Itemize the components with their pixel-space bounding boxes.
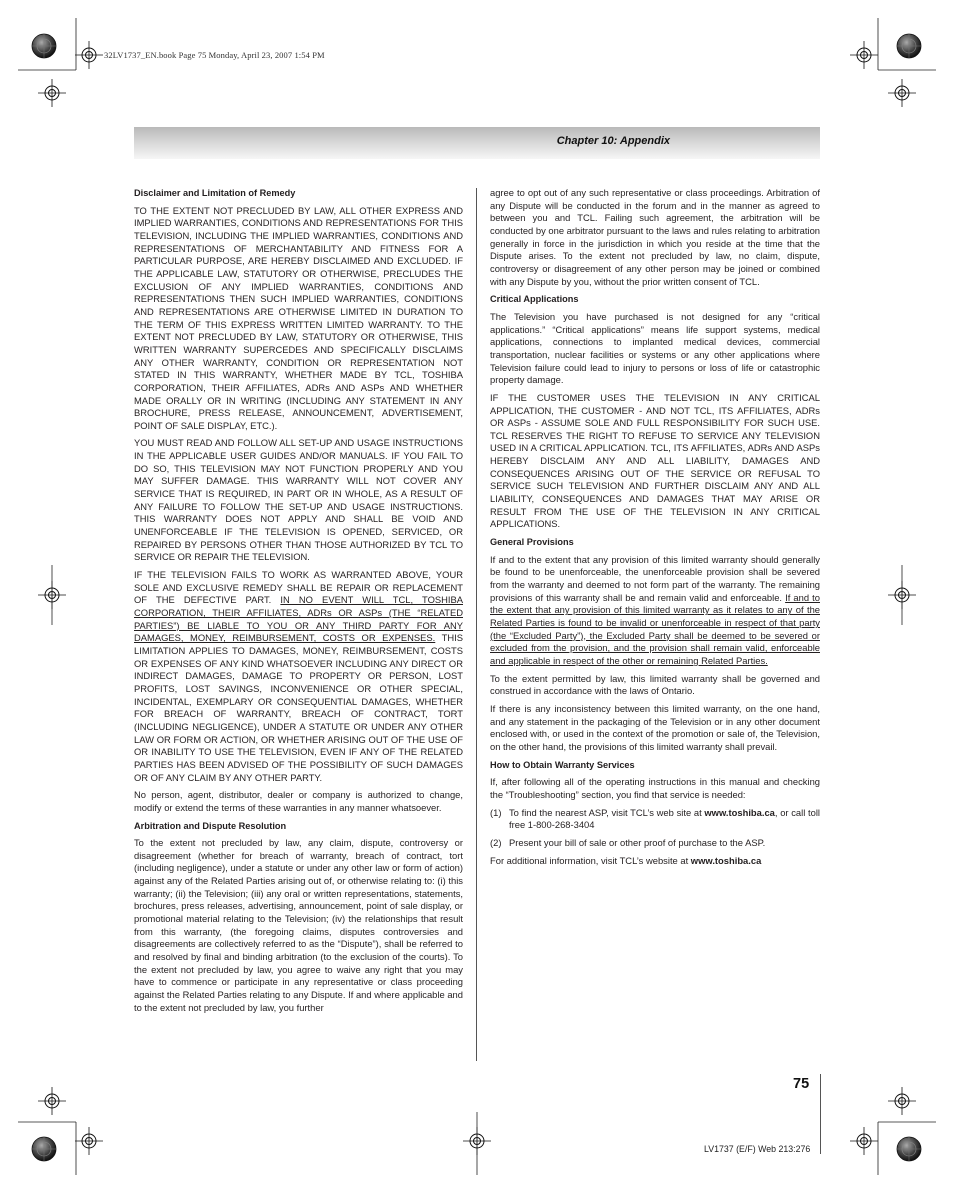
disclaimer-heading: Disclaimer and Limitation of Remedy (134, 188, 296, 198)
additional-info-text: For additional information, visit TCL’s website at (490, 854, 691, 866)
list-number: (1) (490, 806, 502, 818)
disclaimer-paragraph-3 (134, 569, 463, 784)
disclaimer-paragraph-4: No person, agent, distributor, dealer or company is authorized to change, modify or extend the terms of these warranties in any manner whatsoever. (134, 789, 463, 813)
related-parties-liability-clause: IN NO EVENT WILL TCL, TOSHIBA CORPORATION, THEIR AFFILIATES, ADRs OR ASPs (THE “RELATED PARTIES”) BE LIABLE TO YOU OR ANY THIRD PARTY FOR ANY DAMAGES, MONEY, REIMBURSEMENT, COSTS OR EXPENSES. (134, 594, 463, 644)
general-provisions-paragraph-1 (490, 554, 820, 668)
arbitration-heading: Arbitration and Dispute Resolution (134, 820, 287, 831)
warranty-services-list-item-2 (490, 837, 820, 850)
critical-applications-heading: Critical Applications (490, 294, 579, 305)
warranty-services-heading: How to Obtain Warranty Services (490, 759, 635, 770)
chapter-header-bar (134, 127, 820, 159)
warranty-services-list-item-1 (490, 807, 820, 832)
right-column (490, 187, 820, 872)
arbitration-paragraph-1: To the extent not precluded by law, any claim, dispute, controversy or disagreement (whether for breach of warranty, breach of contract, tort (including negligence), under a statute or under any other law or form of action) against any of the Related Parties arising out of, or otherwise relating to: (i) this warranty; (ii) the Television; (iii) any oral or written representations, statements, brochures, press releases, advertising, announcement, point of sale display, or promotional material relating to the Television; (iv) the relationships that result from this warranty, (the foregoing claims, disputes controversies and disagreements are collectively referred to as the “Dispute”), shall be referred to and resolved by final and binding arbitration (to the exclusion of the courts). To the extent not precluded by law, you agree to waive any right that you may have to commence or participate in any representative or class proceeding against the Related Parties relating to any Dispute. If and where applicable and to the extent not precluded by law, you further (134, 837, 463, 1013)
chapter-title: Chapter 10: Appendix (556, 135, 670, 147)
toshiba-website-link[interactable]: www.toshiba.ca (690, 854, 762, 866)
disclaimer-paragraph-2: YOU MUST READ AND FOLLOW ALL SET-UP AND USAGE INSTRUCTIONS IN THE APPLICABLE USER GUIDES AND/OR MANUALS. IF YOU FAIL TO DO SO, THIS TELEVISION MAY NOT FUNCTION PROPERLY AND YOU MAY SUFFER DAMAGE. THIS WARRANTY WILL NOT COVER ANY SERVICE THAT IS REQUIRED, IN PART OR IN WHOLE, AS A RESULT OF ANY FAILURE TO FOLLOW THE SET-UP AND USAGE INSTRUCTIONS. THIS WARRANTY DOES NOT APPLY AND SHALL BE VOID AND UNENFORCEABLE IF THE TELEVISION IS OPENED, SERVICED, OR REPAIRED BY PERSONS OTHER THAN THOSE AUTHORIZED BY TCL TO SERVICE OR REPAIR THE TELEVISION. (134, 437, 463, 563)
warranty-services-paragraph-1: If, after following all of the operating instructions in this manual and checking the “Troubleshooting” section, you find that service is needed: (490, 776, 820, 800)
disclaimer-paragraph-1: TO THE EXTENT NOT PRECLUDED BY LAW, ALL OTHER EXPRESS AND IMPLIED WARRANTIES, CONDITIONS AND REPRESENTATIONS FOR THIS TELEVISION, INCLUDING THE IMPLIED WARRANTIES, CONDITIONS AND REPRESENTATIONS OF MERCHANTABILITY AND FITNESS FOR A PARTICULAR PURPOSE, ARE HEREBY DISCLAIMED AND EXCLUDED. IF THE APPLICABLE LAW, STATUTORY OR OTHERWISE, PRECLUDES THE EXCLUSION OF ANY IMPLIED WARRANTIES, CONDITIONS AND REPRESENTATIONS THEN SUCH IMPLIED WARRANTIES, CONDITIONS AND REPRESENTATIONS ARE OTHERWISE LIMITED IN DURATION TO THE TERM OF THIS EXPRESS WRITTEN LIMITED WARRANTY. TO THE EXTENT NOT PRECLUDED BY LAW, STATUTORY OR OTHERWISE, THIS WRITTEN WARRANTY SUPERCEDES AND SPECIFICALLY DISCLAIMS ANY OTHER WARRANTY, CONDITION OR REPRESENTATION NOT STATED IN THIS WARRANTY, WHETHER MADE BY TCL, TOSHIBA CORPORATION, THEIR AFFILIATES, ADRs AND ASPs AND WHETHER MADE ORALLY OR IN WRITING (INCLUDING ANY STATEMENT IN ANY BROCHURE, PRESS RELEASE, ANNOUNCEMENT, ADVERTISEMENT, POINT OF SALE DISPLAY, ETC.). (134, 204, 463, 431)
list-number: (2) (490, 836, 502, 848)
column-divider (476, 188, 477, 1061)
arbitration-paragraph-continued: agree to opt out of any such representative or class proceedings. Arbitration of any Dispute will be conducted in the forum and in the manner as agreed to between you and TCL. Failing such agreement, the arbitration will be conducted by one arbitrator pursuant to the laws and rules relating to arbitration generally in force in the jurisdiction in which you reside at the time that the Dispute arises. To the extent not precluded by law, no claim, dispute, controversy or disagreement of any other person may be joined or combined with any Dispute by you, without the prior written consent of TCL. (490, 187, 820, 287)
page-number-rule (820, 1074, 821, 1154)
footer-reference: LV1737 (E/F) Web 213:276 (704, 1144, 811, 1154)
list-text: Present your bill of sale or other proof of purchase to the ASP. (509, 836, 766, 848)
general-provisions-paragraph-1-start: If and to the extent that any provision of this limited warranty should generally be found to be unenforceable, the unenforceable provision shall be severed from the warranty and deemed to not form part of the warranty. The remaining provisions of this warranty shall be and remain valid and enforceable. (490, 553, 820, 603)
list-text (509, 807, 820, 832)
left-column (134, 187, 463, 1019)
list-text-end: , or call toll free 1-800-268-3404 (509, 806, 820, 831)
general-provisions-paragraph-2: To the extent permitted by law, this limited warranty shall be governed and construed in accordance with the laws of Ontario. (490, 672, 820, 697)
critical-applications-paragraph-2: IF THE CUSTOMER USES THE TELEVISION IN ANY CRITICAL APPLICATION, THE CUSTOMER - AND NOT TCL, ITS AFFILIATES, ADRs OR ASPs - ASSUME SOLE AND FULL RESPONSIBILITY FOR SUCH USE. TCL RESERVES THE RIGHT TO REFUSE TO SERVICE ANY TELEVISION USED IN A CRITICAL APPLICATION. TCL, ITS AFFILIATES, ADRs AND ASPs HEREBY DISCLAIM ANY AND ALL LIABILITY, DAMAGES AND CONSEQUENCES ARISING OUT OF THE SERVICE OR REFUSAL TO SERVICE SUCH TELEVISION AND FURTHER DISCLAIM ANY AND ALL LIABILITY, CONSEQUENCES AND DAMAGES THAT MAY ARISE OR RESULT FROM THE USE OF THE TELEVISION IN ANY CRITICAL APPLICATIONS. (490, 391, 820, 530)
critical-applications-paragraph-1: The Television you have purchased is not designed for any “critical applications.” “Critical applications” means life support systems, medical applications, connections to implanted medical devices, commercial transportation, nuclear facilities or systems or any other applications where Television failure could lead to injury to persons or loss of life or catastrophic property damage. (490, 310, 820, 386)
warranty-services-paragraph-2 (490, 855, 820, 868)
excluded-party-clause: If and to the extent that any provision of this limited warranty as it relates to any of the Related Parties is found to be invalid or unenforceable in respect of that party (the “Excluded Party”), the Excluded Party shall be deemed to be severed or excluded from the provision, and the provision shall remain valid, enforceable and applicable in respect of the other or remaining Related Parties. (490, 591, 820, 666)
general-provisions-paragraph-3: If there is any inconsistency between this limited warranty, on the one hand, and any statement in the packaging of the Television or in any other document enclosed with, or used in the context of the promotion or sale of, the Television, on the other hand, the provisions of this limited warranty shall prevail. (490, 702, 820, 752)
page-number: 75 (793, 1076, 810, 1092)
disclaimer-paragraph-3-end: THIS LIMITATION APPLIES TO DAMAGES, MONEY, REIMBURSEMENT, COSTS OR EXPENSES OF ANY KIND WHATSOEVER INCLUDING ANY DIRECT OR INDIRECT DAMAGES, DAMAGE TO PROPERTY OR PERSON, LOST PROFITS, LOST SAVINGS, INCONVENIENCE OR OTHER SPECIAL, INCIDENTAL, EXEMPLARY OR CONSEQUENTIAL DAMAGES, WHETHER FOR BREACH OF WARRANTY, BREACH OF CONTRACT, TORT (INCLUDING NEGLIGENCE), UNDER A STATUTE OR UNDER ANY OTHER LAW OR FORM OR ACTION, OR WHETHER ARISING OUT OF THE USE OF OR INABILITY TO USE THE TELEVISION, EVEN IF ANY OF THE RELATED PARTIES HAS BEEN ADVISED OF THE POSSIBILITY OF SUCH DAMAGES OR OF ANY CLAIM BY ANY OTHER PARTY. (134, 632, 463, 783)
list-text-start: To find the nearest ASP, visit TCL’s web site at (509, 806, 705, 818)
disclaimer-paragraph-3-start: IF THE TELEVISION FAILS TO WORK AS WARRANTED ABOVE, YOUR SOLE AND EXCLUSIVE REMEDY SHALL BE REPAIR OR REPLACEMENT OF THE DEFECTIVE PART. (134, 569, 463, 606)
general-provisions-heading: General Provisions (490, 537, 574, 548)
toshiba-website-link[interactable]: www.toshiba.ca (704, 806, 775, 818)
printer-slug-line: 32LV1737_EN.book Page 75 Monday, April 23, 2007 1:54 PM (104, 50, 325, 60)
